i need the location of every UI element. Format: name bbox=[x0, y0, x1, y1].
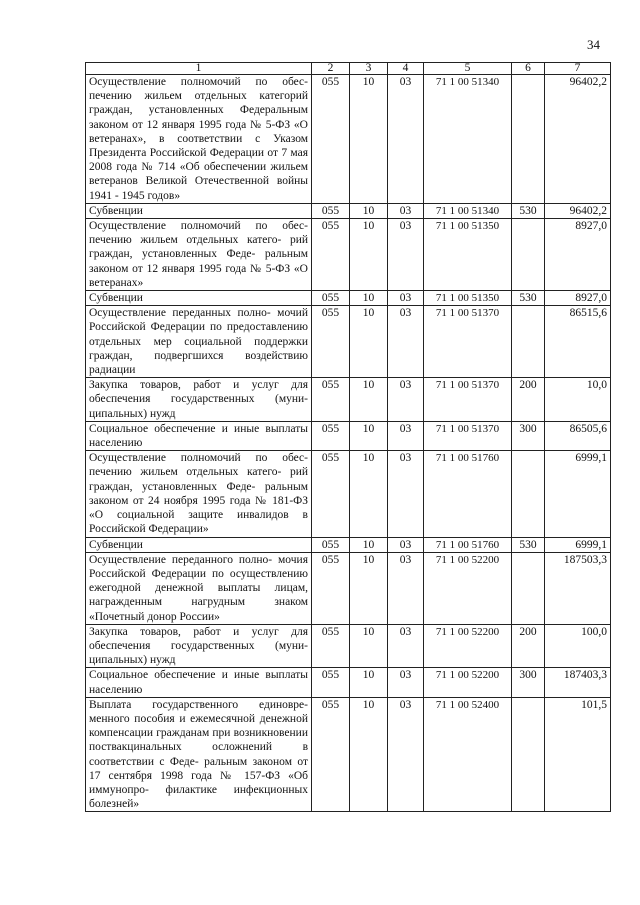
cell-sum: 8927,0 bbox=[545, 291, 611, 306]
cell-csr: 71 1 00 51350 bbox=[424, 219, 512, 291]
cell-pr: 03 bbox=[388, 624, 424, 668]
table-row bbox=[86, 219, 611, 291]
cell-sum: 100,0 bbox=[545, 624, 611, 668]
cell-vr: 530 bbox=[512, 537, 545, 552]
header-col-7: 7 bbox=[545, 63, 611, 75]
cell-sum: 96402,2 bbox=[545, 203, 611, 218]
cell-sum: 8927,0 bbox=[545, 219, 611, 291]
cell-sum: 96402,2 bbox=[545, 75, 611, 204]
cell-pr: 03 bbox=[388, 291, 424, 306]
table-row bbox=[86, 75, 611, 204]
cell-csr: 71 1 00 52400 bbox=[424, 697, 512, 812]
cell-rz: 10 bbox=[350, 697, 388, 812]
cell-sum: 187503,3 bbox=[545, 552, 611, 624]
cell-rz: 10 bbox=[350, 291, 388, 306]
cell-pr: 03 bbox=[388, 697, 424, 812]
cell-sum: 6999,1 bbox=[545, 451, 611, 537]
table-row bbox=[86, 421, 611, 450]
cell-sum: 101,5 bbox=[545, 697, 611, 812]
cell-pr: 03 bbox=[388, 552, 424, 624]
cell-grbs: 055 bbox=[312, 624, 350, 668]
table-header-row bbox=[86, 63, 611, 75]
cell-rz: 10 bbox=[350, 451, 388, 537]
cell-rz: 10 bbox=[350, 624, 388, 668]
cell-vr: 530 bbox=[512, 291, 545, 306]
cell-grbs: 055 bbox=[312, 552, 350, 624]
cell-rz: 10 bbox=[350, 421, 388, 450]
cell-rz: 10 bbox=[350, 203, 388, 218]
cell-csr: 71 1 00 51370 bbox=[424, 421, 512, 450]
cell-sum: 10,0 bbox=[545, 378, 611, 422]
cell-grbs: 055 bbox=[312, 203, 350, 218]
header-col-5: 5 bbox=[424, 63, 512, 75]
cell-csr: 71 1 00 52200 bbox=[424, 668, 512, 697]
table-row bbox=[86, 537, 611, 552]
cell-pr: 03 bbox=[388, 219, 424, 291]
cell-rz: 10 bbox=[350, 75, 388, 204]
cell-sum: 86505,6 bbox=[545, 421, 611, 450]
cell-vr: 300 bbox=[512, 421, 545, 450]
table-row bbox=[86, 668, 611, 697]
cell-name: Осуществление переданного полно- мочия Российской Федерации по осуществлению ежегодной денежной выплаты лицам, награжденным нагрудным знаком «Почетный донор России» bbox=[86, 552, 312, 624]
cell-name: Субвенции bbox=[86, 203, 312, 218]
cell-pr: 03 bbox=[388, 203, 424, 218]
cell-rz: 10 bbox=[350, 552, 388, 624]
table-row bbox=[86, 451, 611, 537]
cell-pr: 03 bbox=[388, 421, 424, 450]
cell-name: Закупка товаров, работ и услуг для обеспечения государственных (муни- ципальных) нужд bbox=[86, 624, 312, 668]
cell-pr: 03 bbox=[388, 75, 424, 204]
cell-csr: 71 1 00 51760 bbox=[424, 537, 512, 552]
cell-grbs: 055 bbox=[312, 421, 350, 450]
page-number: 34 bbox=[587, 37, 600, 52]
cell-grbs: 055 bbox=[312, 697, 350, 812]
header-col-6: 6 bbox=[512, 63, 545, 75]
cell-csr: 71 1 00 51370 bbox=[424, 378, 512, 422]
cell-vr bbox=[512, 451, 545, 537]
cell-pr: 03 bbox=[388, 451, 424, 537]
cell-csr: 71 1 00 51760 bbox=[424, 451, 512, 537]
cell-rz: 10 bbox=[350, 219, 388, 291]
table-row bbox=[86, 306, 611, 378]
table-row bbox=[86, 203, 611, 218]
cell-name: Осуществление полномочий по обес- печению жильем отдельных катего- рий граждан, установленных Феде- ральным законом от 12 января 1995 года № 5-ФЗ «О ветеранах» bbox=[86, 219, 312, 291]
cell-name: Осуществление полномочий по обес- печению жильем отдельных категорий граждан, установленных Федеральным законом от 12 января 1995 года № 5-ФЗ «О ветеранах», в соответствии с Указом Президента Российской Федерации от 7 мая 2008 года № 714 «Об обеспечении жильем ветеранов Великой Отечественной войны 1941 - 1945 годов» bbox=[86, 75, 312, 204]
cell-name: Субвенции bbox=[86, 537, 312, 552]
cell-sum: 6999,1 bbox=[545, 537, 611, 552]
header-col-2: 2 bbox=[312, 63, 350, 75]
cell-csr: 71 1 00 51350 bbox=[424, 291, 512, 306]
cell-rz: 10 bbox=[350, 537, 388, 552]
cell-rz: 10 bbox=[350, 378, 388, 422]
cell-grbs: 055 bbox=[312, 668, 350, 697]
cell-csr: 71 1 00 52200 bbox=[424, 624, 512, 668]
budget-table bbox=[85, 62, 611, 812]
table-body bbox=[86, 75, 611, 812]
cell-sum: 86515,6 bbox=[545, 306, 611, 378]
cell-grbs: 055 bbox=[312, 537, 350, 552]
table-row bbox=[86, 291, 611, 306]
cell-name: Социальное обеспечение и иные выплаты населению bbox=[86, 668, 312, 697]
cell-vr bbox=[512, 552, 545, 624]
cell-pr: 03 bbox=[388, 306, 424, 378]
cell-grbs: 055 bbox=[312, 219, 350, 291]
cell-grbs: 055 bbox=[312, 306, 350, 378]
cell-csr: 71 1 00 51340 bbox=[424, 203, 512, 218]
cell-grbs: 055 bbox=[312, 378, 350, 422]
header-col-3: 3 bbox=[350, 63, 388, 75]
cell-vr bbox=[512, 697, 545, 812]
cell-name: Закупка товаров, работ и услуг для обеспечения государственных (муни- ципальных) нужд bbox=[86, 378, 312, 422]
table-row bbox=[86, 552, 611, 624]
cell-name: Социальное обеспечение и иные выплаты населению bbox=[86, 421, 312, 450]
cell-csr: 71 1 00 51340 bbox=[424, 75, 512, 204]
cell-vr: 200 bbox=[512, 378, 545, 422]
cell-sum: 187403,3 bbox=[545, 668, 611, 697]
header-col-1: 1 bbox=[86, 63, 312, 75]
cell-name: Осуществление полномочий по обес- печению жильем отдельных катего- рий граждан, установленных Феде- ральным законом от 24 ноября 1995 года № 181-ФЗ «О социальной защите инвалидов в Российской Федерации» bbox=[86, 451, 312, 537]
cell-vr: 300 bbox=[512, 668, 545, 697]
cell-pr: 03 bbox=[388, 668, 424, 697]
table-row bbox=[86, 378, 611, 422]
cell-vr: 530 bbox=[512, 203, 545, 218]
table-row bbox=[86, 624, 611, 668]
cell-pr: 03 bbox=[388, 537, 424, 552]
cell-pr: 03 bbox=[388, 378, 424, 422]
cell-name: Осуществление переданных полно- мочий Российской Федерации по предоставлению отдельных мер социальной поддержки граждан, подвергшихся воздействию радиации bbox=[86, 306, 312, 378]
cell-grbs: 055 bbox=[312, 451, 350, 537]
cell-csr: 71 1 00 52200 bbox=[424, 552, 512, 624]
cell-vr bbox=[512, 219, 545, 291]
header-col-4: 4 bbox=[388, 63, 424, 75]
cell-vr bbox=[512, 306, 545, 378]
cell-name: Выплата государственного единовре- менного пособия и ежемесячной денежной компенсации гражданам при возникновении поствакцинальных осложнений в соответствии с Феде- ральным законом от 17 сентября 1998 года № 157-ФЗ «Об иммунопро- филактике инфекционных болезней» bbox=[86, 697, 312, 812]
cell-rz: 10 bbox=[350, 306, 388, 378]
cell-csr: 71 1 00 51370 bbox=[424, 306, 512, 378]
cell-name: Субвенции bbox=[86, 291, 312, 306]
cell-grbs: 055 bbox=[312, 75, 350, 204]
table-row bbox=[86, 697, 611, 812]
cell-rz: 10 bbox=[350, 668, 388, 697]
cell-vr: 200 bbox=[512, 624, 545, 668]
cell-grbs: 055 bbox=[312, 291, 350, 306]
cell-vr bbox=[512, 75, 545, 204]
